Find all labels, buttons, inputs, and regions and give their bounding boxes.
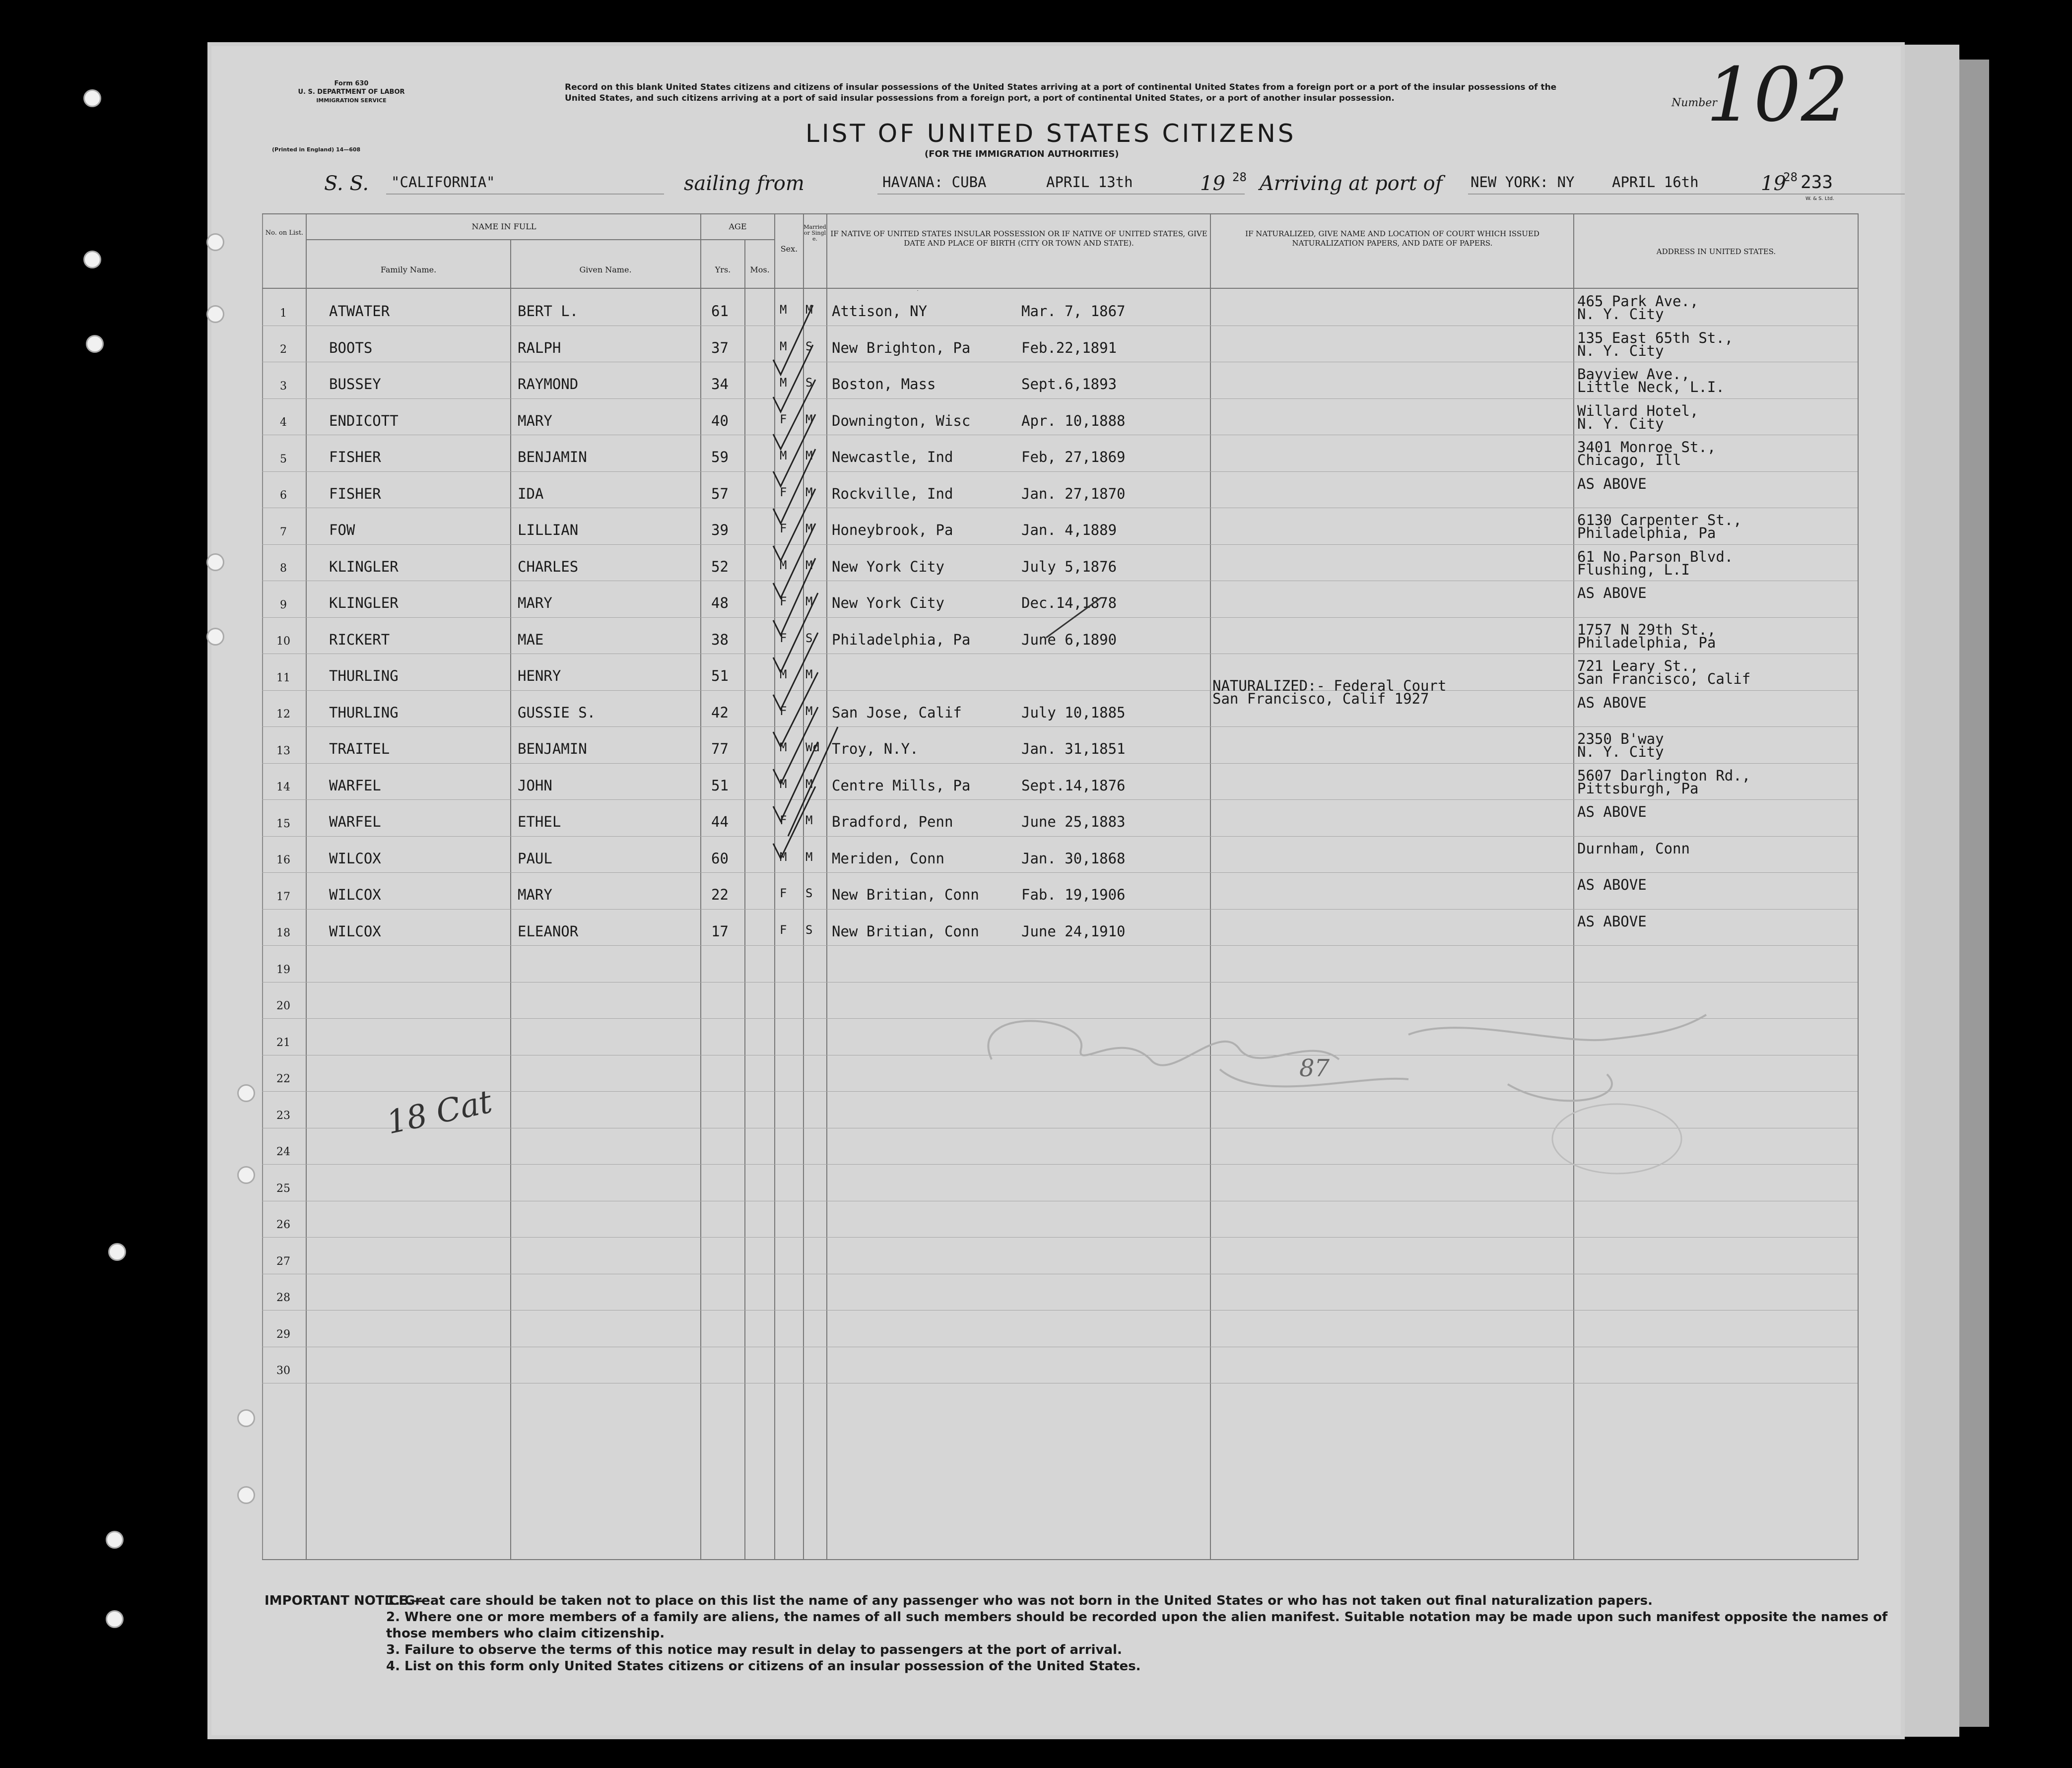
- ship-name: "CALIFORNIA": [391, 174, 495, 191]
- marital-status: M: [805, 704, 813, 718]
- age-years: 37: [711, 339, 729, 356]
- sailing-label: sailing from: [684, 172, 804, 195]
- printer-mark: W. & S. Ltd.: [1805, 196, 1834, 201]
- punch-hole: [206, 553, 224, 571]
- given-name: LILLIAN: [518, 522, 579, 538]
- row-number: 21: [276, 1036, 290, 1049]
- address-line-1: Durnham, Conn: [1577, 840, 1690, 857]
- printed-note: (Printed in England) 14—608: [272, 146, 361, 153]
- marital-status: M: [805, 303, 813, 317]
- age-years: 57: [711, 485, 729, 502]
- header-name-in-full: NAME IN FULL: [471, 222, 536, 231]
- punch-hole: [237, 1486, 255, 1504]
- row-number: 19: [276, 963, 290, 976]
- age-years: 39: [711, 522, 729, 538]
- age-years: 40: [711, 412, 729, 429]
- birth-date: Sept.14,1876: [1021, 777, 1126, 794]
- punch-hole: [237, 1084, 255, 1102]
- marital-status: M: [805, 558, 813, 572]
- address-line-2: Philadelphia, Pa: [1577, 634, 1716, 651]
- marital-status: M: [805, 777, 813, 791]
- address-line-2: Chicago, Ill: [1577, 452, 1681, 468]
- sex: F: [780, 813, 787, 827]
- service-name: IMMIGRATION SERVICE: [316, 97, 387, 104]
- birth-place: Troy, N.Y.: [832, 740, 919, 757]
- birth-place: Bradford, Penn: [832, 813, 953, 830]
- age-years: 44: [711, 813, 729, 830]
- marital-status: S: [805, 339, 813, 353]
- sex: M: [780, 339, 787, 353]
- birth-date: July 5,1876: [1021, 558, 1117, 575]
- family-name: ATWATER: [329, 303, 390, 320]
- address-line-1: AS ABOVE: [1577, 913, 1647, 930]
- header-age: AGE: [729, 222, 747, 231]
- given-name: MAE: [518, 631, 544, 648]
- birth-place: Boston, Mass: [832, 376, 936, 393]
- row-number: 6: [280, 489, 287, 502]
- address-line-2: Philadelphia, Pa: [1577, 524, 1716, 541]
- row-number: 15: [276, 817, 290, 830]
- marital-status: S: [805, 376, 813, 390]
- marital-status: Wd: [805, 740, 820, 754]
- punch-hole: [206, 305, 224, 323]
- birth-place: New York City: [832, 594, 944, 611]
- given-name: BENJAMIN: [518, 740, 587, 757]
- family-name: FISHER: [329, 449, 381, 465]
- birth-place: San Jose, Calif: [832, 704, 962, 721]
- address-line-1: 61 No.Parson Blvd.: [1577, 548, 1734, 565]
- page-stack-edge: [1959, 60, 1989, 1727]
- checkmark-strokes: [768, 290, 1116, 1035]
- row-number: 7: [280, 525, 287, 538]
- given-name: RAYMOND: [518, 376, 579, 393]
- birth-date: Jan. 30,1868: [1021, 850, 1126, 867]
- given-name: HENRY: [518, 667, 561, 684]
- header-address: ADDRESS IN UNITED STATES.: [1656, 247, 1776, 256]
- address-line-2: N. Y. City: [1577, 415, 1664, 432]
- address-line-1: AS ABOVE: [1577, 585, 1647, 601]
- punch-hole: [206, 628, 224, 646]
- address-line-2: N. Y. City: [1577, 306, 1664, 323]
- punch-hole: [106, 1531, 124, 1549]
- sex: F: [780, 631, 787, 645]
- birth-place: New Britian, Conn: [832, 886, 979, 903]
- age-years: 38: [711, 631, 729, 648]
- birth-place: Rockville, Ind: [832, 485, 953, 502]
- address-line-1: Bayview Ave.,: [1577, 366, 1690, 383]
- header-family-name: Family Name.: [380, 265, 437, 274]
- row-number: 22: [276, 1073, 290, 1086]
- family-name: WARFEL: [329, 777, 381, 794]
- header-naturalization: IF NATURALIZED, GIVE NAME AND LOCATION OF COURT WHICH ISSUED NATURALIZATION PAPERS, AND DATE OF PAPERS.: [1245, 229, 1539, 248]
- departure-year: 28: [1232, 170, 1247, 184]
- sex: F: [780, 594, 787, 608]
- arriving-label: Arriving at port of: [1260, 172, 1443, 195]
- address-line-1: AS ABOVE: [1577, 803, 1647, 820]
- birth-date: June 24,1910: [1021, 922, 1126, 940]
- page-stamp: 233: [1801, 172, 1833, 193]
- birth-place: New Britian, Conn: [832, 922, 979, 940]
- family-name: FISHER: [329, 485, 381, 502]
- birth-date: Jan. 4,1889: [1021, 522, 1117, 538]
- row-number: 8: [280, 562, 287, 575]
- row-number: 20: [276, 1000, 290, 1013]
- table-row: [262, 1347, 1858, 1384]
- birth-date: Feb, 27,1869: [1021, 449, 1126, 465]
- row-number: 17: [276, 890, 290, 903]
- arrival-port: NEW YORK: NY: [1470, 174, 1575, 191]
- marital-status: M: [805, 813, 813, 827]
- given-name: BERT L.: [518, 303, 579, 320]
- given-name: JOHN: [518, 777, 552, 794]
- number-label: Number: [1671, 97, 1717, 109]
- family-name: THURLING: [329, 667, 399, 684]
- marital-status: S: [805, 886, 813, 900]
- row-number: 24: [276, 1146, 290, 1159]
- family-name: RICKERT: [329, 631, 390, 648]
- given-name: PAUL: [518, 850, 552, 867]
- sex: M: [780, 667, 787, 681]
- sex: F: [780, 886, 787, 900]
- address-line-2: N. Y. City: [1577, 342, 1664, 359]
- row-number: 25: [276, 1182, 290, 1195]
- given-name: MARY: [518, 412, 552, 429]
- header-mos: Mos.: [750, 265, 770, 274]
- given-name: MARY: [518, 594, 552, 611]
- sex: M: [780, 850, 787, 864]
- given-name: IDA: [518, 485, 544, 502]
- birth-place: Honeybrook, Pa: [832, 522, 953, 538]
- table-row: [262, 1201, 1858, 1238]
- row-number: 29: [276, 1328, 290, 1341]
- year-prefix: 19: [1200, 172, 1225, 195]
- marital-status: S: [805, 631, 813, 645]
- birth-date: Dec.14,1878: [1021, 594, 1117, 611]
- punch-hole: [86, 335, 104, 353]
- birth-date: June 25,1883: [1021, 813, 1126, 830]
- faint-count-number: 87: [1299, 1054, 1330, 1082]
- list-number: 102: [1706, 52, 1849, 138]
- birth-place: Meriden, Conn: [832, 850, 944, 867]
- birth-date: Apr. 10,1888: [1021, 412, 1126, 429]
- arrival-year: 28: [1783, 170, 1798, 184]
- row-number: 10: [276, 635, 290, 648]
- birth-place: New Brighton, Pa: [832, 339, 971, 356]
- birth-date: Mar. 7, 1867: [1021, 303, 1126, 320]
- address-line-1: 135 East 65th St.,: [1577, 329, 1734, 346]
- naturalization-line-2: San Francisco, Calif 1927: [1212, 690, 1429, 707]
- row-number: 9: [280, 598, 287, 611]
- age-years: 77: [711, 740, 729, 757]
- address-line-1: AS ABOVE: [1577, 876, 1647, 893]
- page-stack-edge: [1905, 45, 1959, 1737]
- family-name: WARFEL: [329, 813, 381, 830]
- age-years: 22: [711, 886, 729, 903]
- birth-date: Jan. 31,1851: [1021, 740, 1126, 757]
- departure-port: HAVANA: CUBA: [882, 174, 987, 191]
- address-line-1: 2350 B'way: [1577, 730, 1664, 747]
- row-number: 28: [276, 1292, 290, 1305]
- family-name: BOOTS: [329, 339, 373, 356]
- punch-hole: [237, 1409, 255, 1427]
- faint-pencil-scrawl: [962, 985, 1805, 1193]
- birth-date: Sept.6,1893: [1021, 376, 1117, 393]
- row-number: 23: [276, 1109, 290, 1122]
- address-line-1: 1757 N 29th St.,: [1577, 621, 1716, 638]
- notice-label: IMPORTANT NOTICE.—: [265, 1593, 425, 1608]
- row-number: 27: [276, 1255, 290, 1268]
- marital-status: M: [805, 594, 813, 608]
- given-name: BENJAMIN: [518, 449, 587, 465]
- birth-place: Attison, NY: [832, 303, 928, 320]
- given-name: RALPH: [518, 339, 561, 356]
- age-years: 48: [711, 594, 729, 611]
- punch-hole: [237, 1166, 255, 1184]
- table-row: [262, 1237, 1858, 1274]
- address-line-2: Little Neck, L.I.: [1577, 379, 1725, 395]
- punch-hole: [206, 233, 224, 251]
- address-line-1: 3401 Monroe St.,: [1577, 439, 1716, 456]
- sex: M: [780, 777, 787, 791]
- page-title: LIST OF UNITED STATES CITIZENS: [805, 119, 1296, 148]
- birth-date: June 6,1890: [1021, 631, 1117, 648]
- row-number: 5: [280, 453, 287, 465]
- form-preamble: Record on this blank United States citizens and citizens of insular possessions of the United States arriving at a port of continental United States from a foreign port or a port of the insular possessions of the United States, and such citizens arriving at a port of said insular possessions from a foreign port, a port of continental United States, or a port of another insular possession.: [565, 82, 1557, 103]
- row-number: 16: [276, 854, 290, 867]
- address-line-1: 721 Leary St.,: [1577, 657, 1699, 674]
- header-sex: Sex.: [780, 244, 798, 254]
- family-name: THURLING: [329, 704, 399, 721]
- punch-hole: [83, 89, 101, 107]
- sex: F: [780, 922, 787, 937]
- page-subtitle: (FOR THE IMMIGRATION AUTHORITIES): [925, 149, 1119, 159]
- marital-status: M: [805, 850, 813, 864]
- age-years: 51: [711, 777, 729, 794]
- header-no-on-list: No. on List.: [265, 229, 304, 237]
- family-name: WILCOX: [329, 922, 381, 940]
- form-number: Form 630: [334, 80, 369, 87]
- row-number: 3: [280, 380, 287, 393]
- age-years: 52: [711, 558, 729, 575]
- sex: M: [780, 376, 787, 390]
- family-name: WILCOX: [329, 886, 381, 903]
- table-row: [262, 1310, 1858, 1347]
- family-name: FOW: [329, 522, 355, 538]
- arrival-date: APRIL 16th: [1612, 174, 1699, 191]
- row-number: 1: [280, 307, 287, 320]
- address-line-1: AS ABOVE: [1577, 475, 1647, 492]
- row-number: 2: [280, 343, 287, 356]
- age-years: 42: [711, 704, 729, 721]
- header-married-single: Married or Single.: [803, 224, 826, 242]
- marital-status: M: [805, 412, 813, 426]
- address-line-1: Willard Hotel,: [1577, 402, 1699, 419]
- address-line-1: 5607 Darlington Rd.,: [1577, 767, 1751, 784]
- notice-item: 1. Great care should be taken not to place on this list the name of any passenger who was not born in the United States or who has not taken out final naturalization papers.: [386, 1593, 1653, 1608]
- birth-date: Jan. 27,1870: [1021, 485, 1126, 502]
- arrival-year-prefix: 19: [1761, 172, 1786, 195]
- family-name: BUSSEY: [329, 376, 381, 393]
- header-yrs: Yrs.: [715, 265, 731, 274]
- row-number: 18: [276, 927, 290, 940]
- address-line-1: AS ABOVE: [1577, 694, 1647, 711]
- row-number: 26: [276, 1219, 290, 1232]
- sex: F: [780, 412, 787, 426]
- sex: M: [780, 303, 787, 317]
- notice-item: 3. Failure to observe the terms of this notice may result in delay to passengers at the port of arrival.: [386, 1642, 1122, 1657]
- age-years: 59: [711, 449, 729, 465]
- given-name: MARY: [518, 886, 552, 903]
- notice-item: 2. Where one or more members of a family are aliens, the names of all such members should be recorded upon the alien manifest. Suitable notation may be made upon such manifest opposite the names of those members who claim citizenship.: [386, 1610, 1888, 1641]
- birth-place: Newcastle, Ind: [832, 449, 953, 465]
- family-name: TRAITEL: [329, 740, 390, 757]
- birth-place: Centre Mills, Pa: [832, 777, 971, 794]
- address-line-2: N. Y. City: [1577, 743, 1664, 760]
- given-name: GUSSIE S.: [518, 704, 596, 721]
- birth-date: July 10,1885: [1021, 704, 1126, 721]
- family-name: KLINGLER: [329, 558, 399, 575]
- given-name: ETHEL: [518, 813, 561, 830]
- birth-place: New York City: [832, 558, 944, 575]
- notice-list: [386, 1593, 1915, 1675]
- departure-date: APRIL 13th: [1046, 174, 1133, 191]
- address-line-2: San Francisco, Calif: [1577, 670, 1751, 687]
- punch-hole: [108, 1243, 126, 1261]
- sex: M: [780, 740, 787, 754]
- marital-status: S: [805, 922, 813, 937]
- family-name: WILCOX: [329, 850, 381, 867]
- punch-hole: [106, 1610, 124, 1628]
- sex: M: [780, 449, 787, 462]
- row-number: 30: [276, 1365, 290, 1377]
- address-line-1: 6130 Carpenter St.,: [1577, 512, 1742, 528]
- marital-status: M: [805, 449, 813, 462]
- birth-place: Philadelphia, Pa: [832, 631, 971, 648]
- sex: F: [780, 522, 787, 535]
- row-number: 4: [280, 416, 287, 429]
- given-name: CHARLES: [518, 558, 579, 575]
- sex: F: [780, 704, 787, 718]
- age-years: 34: [711, 376, 729, 393]
- address-line-1: 465 Park Ave.,: [1577, 293, 1699, 310]
- age-years: 51: [711, 667, 729, 684]
- birth-date: Fab. 19,1906: [1021, 886, 1126, 903]
- family-name: ENDICOTT: [329, 412, 399, 429]
- age-years: 61: [711, 303, 729, 320]
- given-name: ELEANOR: [518, 922, 579, 940]
- address-line-2: Pittsburgh, Pa: [1577, 780, 1699, 797]
- header-given-name: Given Name.: [579, 265, 632, 274]
- punch-hole: [83, 251, 101, 268]
- handwritten-count-note: 18 Cat: [383, 1083, 495, 1142]
- naturalization-line-1: NATURALIZED:- Federal Court: [1212, 677, 1447, 694]
- marital-status: M: [805, 485, 813, 499]
- family-name: KLINGLER: [329, 594, 399, 611]
- sex: F: [780, 485, 787, 499]
- sex: M: [780, 558, 787, 572]
- birth-date: Feb.22,1891: [1021, 339, 1117, 356]
- marital-status: M: [805, 667, 813, 681]
- birth-place: Downington, Wisc: [832, 412, 971, 429]
- row-number: 12: [276, 708, 290, 721]
- row-number: 13: [276, 744, 290, 757]
- table-row: [262, 1274, 1858, 1311]
- ss-label: S. S.: [324, 172, 369, 195]
- department-name: U. S. DEPARTMENT OF LABOR: [298, 88, 405, 96]
- row-number: 11: [276, 671, 290, 684]
- address-line-2: Flushing, L.I: [1577, 561, 1690, 578]
- header-birth-place-date: IF NATIVE OF UNITED STATES INSULAR POSSESSION OR IF NATIVE OF UNITED STATES, GIVE DATE AND PLACE OF BIRTH (CITY OR TOWN AND STATE).: [830, 229, 1207, 248]
- notice-item: 4. List on this form only United States citizens or citizens of an insular possession of the United States.: [386, 1659, 1141, 1674]
- row-number: 14: [276, 781, 290, 794]
- age-years: 60: [711, 850, 729, 867]
- marital-status: M: [805, 522, 813, 535]
- age-years: 17: [711, 922, 729, 940]
- manifest-sheet: [207, 42, 1905, 1739]
